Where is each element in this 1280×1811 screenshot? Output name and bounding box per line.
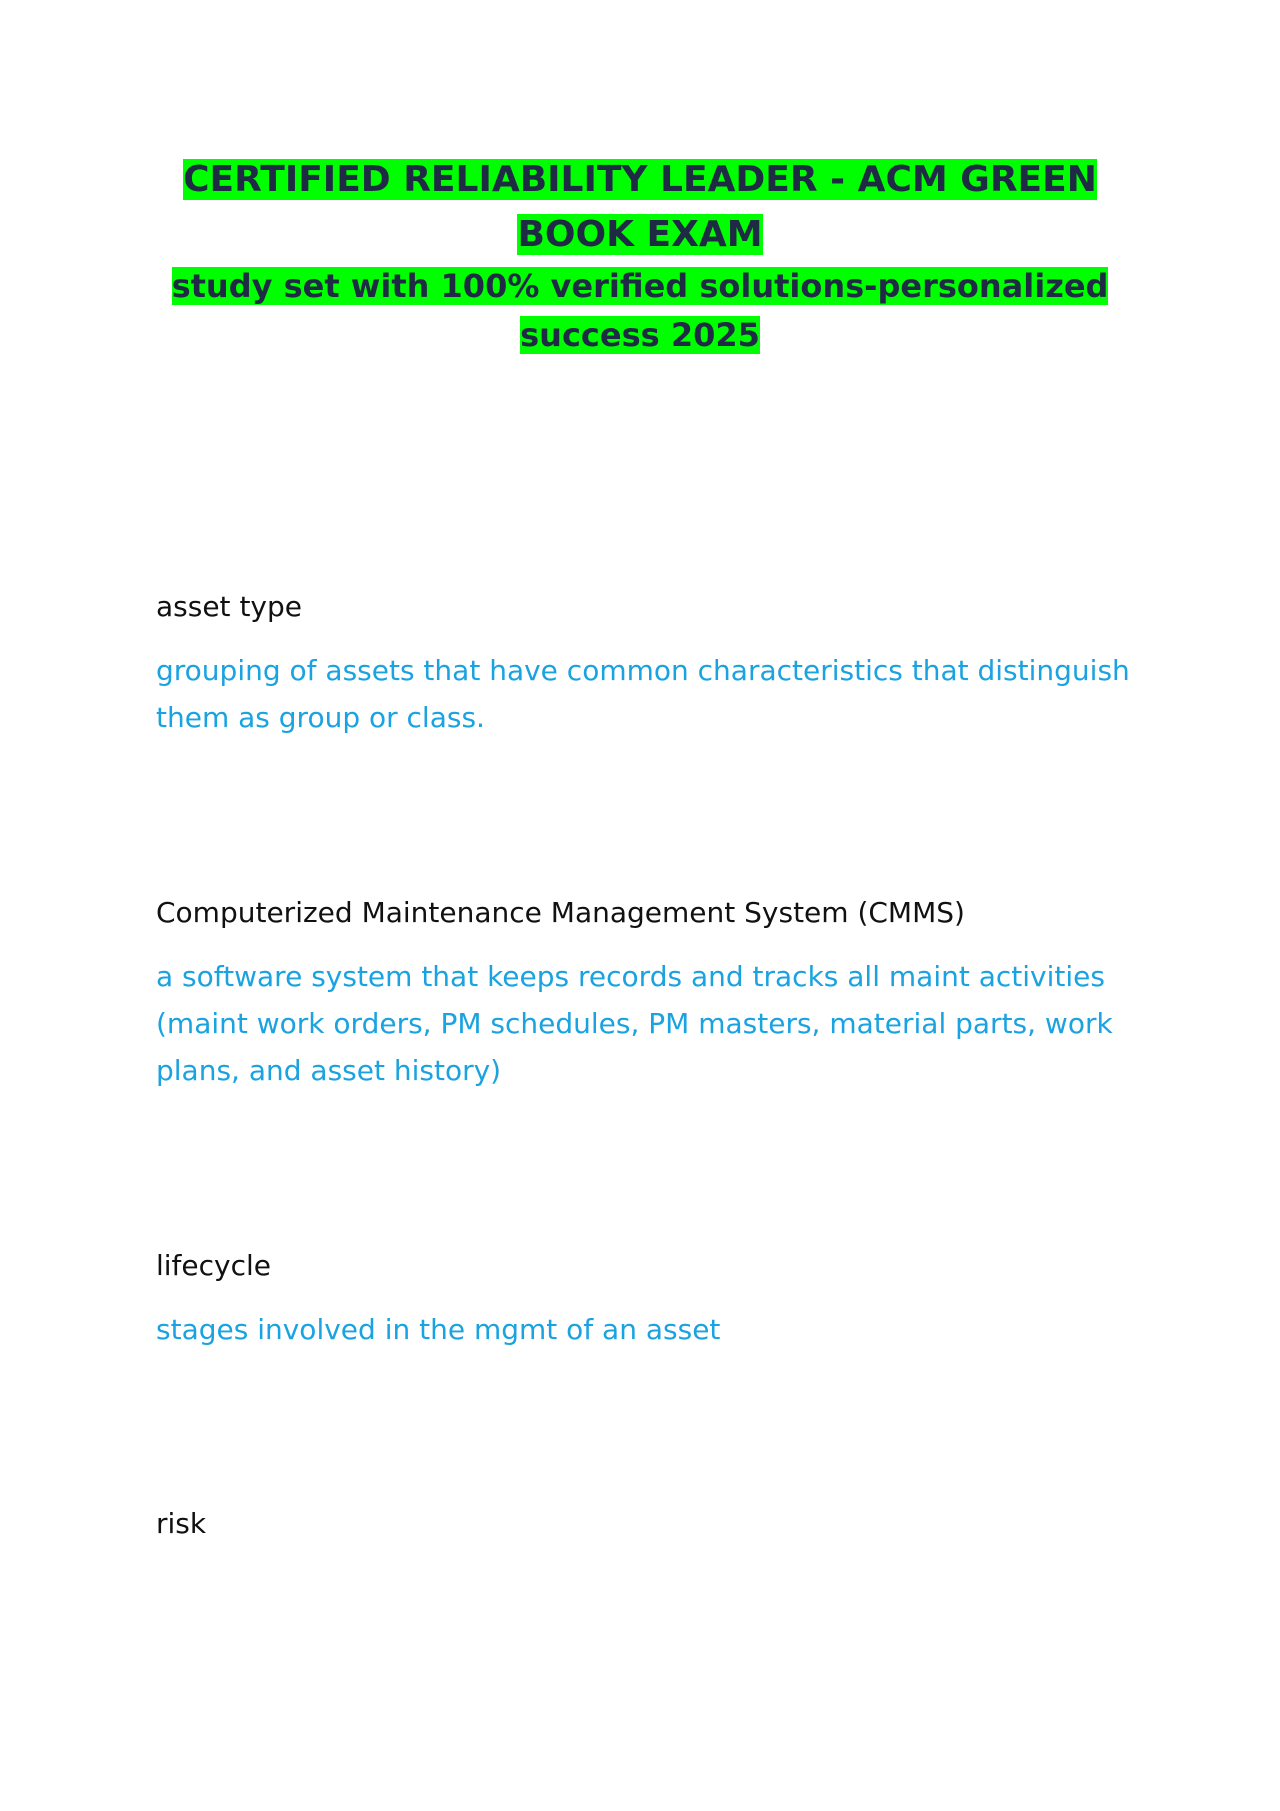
- document-subtitle-text: study set with 100% verified solutions-personalized success 2025: [171, 267, 1109, 354]
- document-subtitle: [140, 262, 1140, 360]
- title-block: [140, 152, 1140, 360]
- document-title: [140, 152, 1140, 262]
- flashcard-term: asset type: [156, 590, 302, 623]
- flashcard-entry: [156, 587, 1156, 741]
- document-title-text: CERTIFIED RELIABILITY LEADER - ACM GREEN BOOK EXAM: [183, 159, 1097, 255]
- flashcard-definition: grouping of assets that have common characteristics that distinguish them as group or class.: [156, 654, 1130, 734]
- flashcard-definition: stages involved in the mgmt of an asset: [156, 1313, 721, 1346]
- flashcard-term: Computerized Maintenance Management System (CMMS): [156, 896, 965, 929]
- flashcard-entry: [156, 1504, 1156, 1544]
- flashcard-term: risk: [156, 1507, 207, 1540]
- flashcard-term: lifecycle: [156, 1249, 272, 1282]
- flashcard-definition: a software system that keeps records and tracks all maint activities (maint work orders, PM schedules, PM masters, material parts, work plans, and asset history): [156, 960, 1113, 1087]
- flashcard-entry: [156, 893, 1156, 1094]
- flashcard-entry: [156, 1246, 1156, 1353]
